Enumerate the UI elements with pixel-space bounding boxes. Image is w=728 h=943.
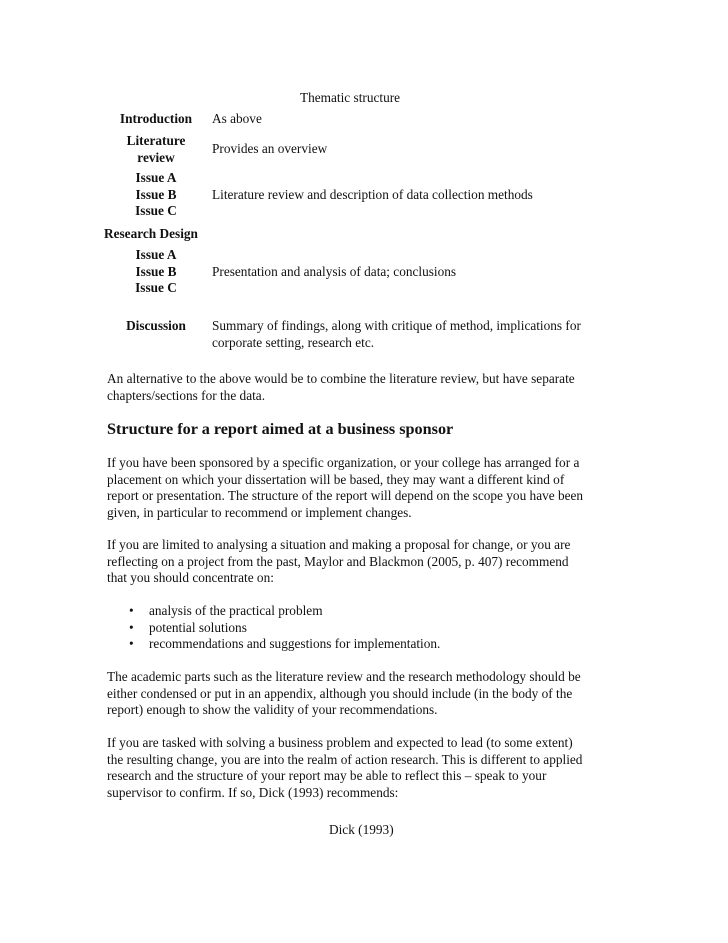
row-label-literature-review: Literature review [126, 133, 186, 165]
row-desc-issues-2: Presentation and analysis of data; conclusions [212, 264, 457, 279]
bullet-icon: • [129, 603, 134, 618]
section-heading: Structure for a report aimed at a business sponsor [107, 420, 454, 438]
row-desc-issues-1: Literature review and description of data collection methods [212, 187, 533, 202]
row-label-discussion: Discussion [126, 318, 186, 333]
paragraph-tasked: If you are tasked with solving a business problem and expected to lead (to some extent) the resulting change, you are into the realm of action research. This is different to applied research and the structure of your report may be able to reflect this – speak to your supervisor to confirm. If so, Dick (1993) recommends: [107, 735, 583, 800]
bullet-icon: • [129, 636, 134, 651]
row-label-introduction: Introduction [119, 111, 193, 126]
table-title: Thematic structure [300, 90, 401, 105]
row-label-research-design: Research Design [104, 226, 198, 241]
paragraph-alternative: An alternative to the above would be to combine the literature review, but have separate chapters/sections for the data. [107, 371, 575, 403]
bullet-icon: • [129, 619, 134, 635]
list-item: • analysis of the practical problem [129, 603, 323, 618]
bullet-list [129, 603, 440, 653]
paragraph-limited: If you are limited to analysing a situation and making a proposal for change, or you are reflecting on a project from the past, Maylor and Blackmon (2005, p. 407) recommend that you should concentrate on: [107, 537, 571, 585]
list-item: • potential solutions [129, 619, 247, 635]
row-desc-literature-review: Provides an overview [212, 141, 328, 156]
row-label-issues-2: Issue A Issue B Issue C [135, 247, 177, 295]
paragraph-sponsored: If you have been sponsored by a specific organization, or your college has arranged for a placement on which your dissertation will be based, they may want a different kind of report or presentation. The structure of the report will depend on the scope you have been given, in particular to recommend or implement changes. [107, 455, 584, 520]
row-desc-introduction: As above [212, 111, 262, 126]
figure-caption: Dick (1993) [329, 822, 394, 837]
list-item: • recommendations and suggestions for implementation. [129, 636, 441, 651]
row-label-issues-1: Issue A Issue B Issue C [135, 170, 177, 218]
paragraph-academic: The academic parts such as the literature review and the research methodology should be either condensed or put in an appendix, although you should include (in the body of the report) enough to show the validity of your recommendations. [107, 669, 581, 717]
row-desc-discussion: Summary of findings, along with critique of method, implications for corporate setting, research etc. [212, 318, 581, 350]
